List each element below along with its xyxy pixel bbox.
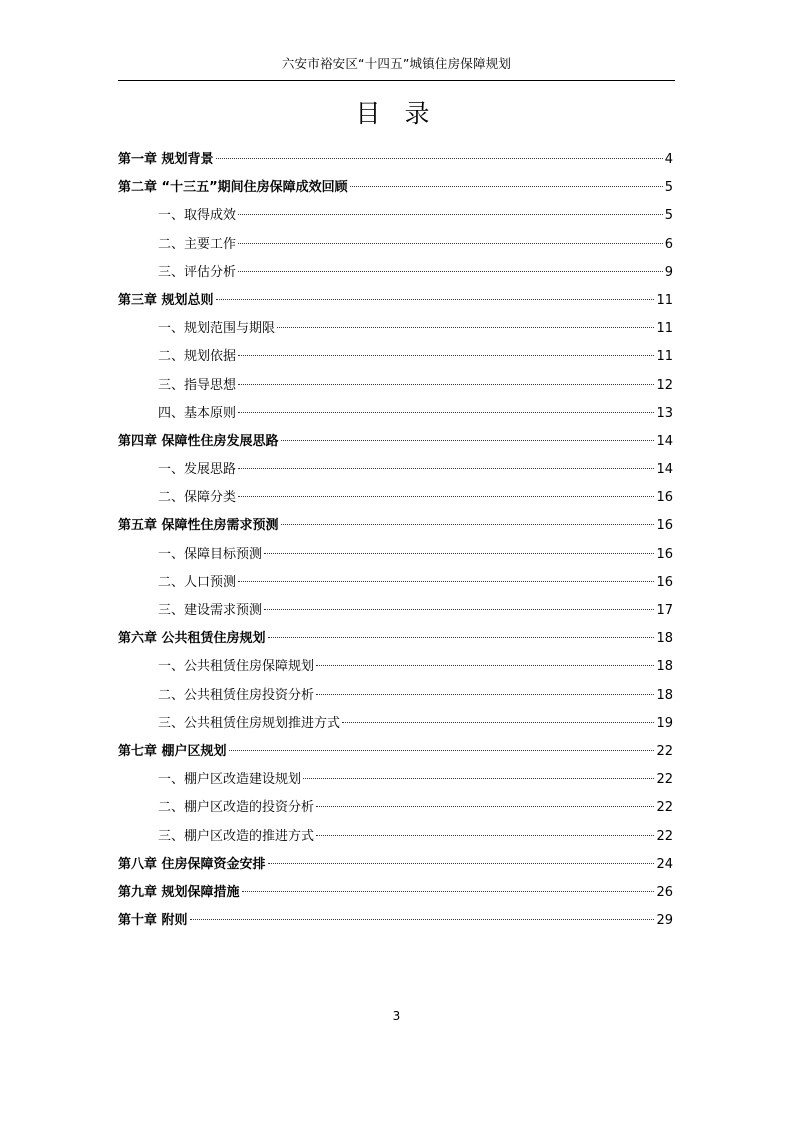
toc-section-entry[interactable] xyxy=(118,259,673,287)
toc-dot-leader xyxy=(264,553,654,554)
page-number: 3 xyxy=(392,1009,401,1023)
toc-section-entry[interactable] xyxy=(118,682,673,710)
toc-dot-leader xyxy=(303,778,654,779)
toc-entry-text: 三、指导思想 xyxy=(158,377,237,393)
toc-entry-text: 第六章 公共租赁住房规划 xyxy=(118,631,266,647)
toc-section-entry[interactable] xyxy=(118,372,673,400)
toc-page-number: 14 xyxy=(656,462,673,478)
header-rule xyxy=(118,80,675,81)
toc-dot-leader xyxy=(277,327,654,328)
toc-dot-leader xyxy=(281,440,655,441)
toc-entry-text: 二、人口预测 xyxy=(158,574,237,590)
toc-entry-text: 二、主要工作 xyxy=(158,236,237,252)
toc-dot-leader xyxy=(264,609,654,610)
toc-dot-leader xyxy=(316,806,654,807)
toc-dot-leader xyxy=(238,355,654,356)
toc-section-entry[interactable] xyxy=(118,569,673,597)
toc-page-number: 22 xyxy=(656,828,673,844)
toc-dot-leader xyxy=(238,496,654,497)
toc-dot-leader xyxy=(238,384,654,385)
toc-entry-text: 一、规划范围与期限 xyxy=(158,321,276,337)
toc-page-number: 17 xyxy=(656,603,673,618)
toc-page-number: 5 xyxy=(664,208,673,224)
toc-section-entry[interactable] xyxy=(118,484,673,512)
toc-dot-leader xyxy=(238,468,654,469)
toc-section-entry[interactable] xyxy=(118,653,673,681)
toc-dot-leader xyxy=(242,891,655,892)
toc-entry-text: 三、评估分析 xyxy=(158,264,237,280)
toc-chapter-entry[interactable] xyxy=(118,879,673,907)
toc-entry-text: 第四章 保障性住房发展思路 xyxy=(118,433,279,449)
toc-entry-text: 第三章 规划总则 xyxy=(118,292,214,308)
toc-entry-text: 第九章 规划保障措施 xyxy=(118,884,240,900)
toc-dot-leader xyxy=(342,722,654,723)
toc-entry-text: 第二章 “十三五”期间住房保障成效回顾 xyxy=(118,180,348,196)
toc-chapter-entry[interactable] xyxy=(118,428,673,456)
toc-dot-leader xyxy=(238,214,663,215)
toc-chapter-entry[interactable] xyxy=(118,512,673,540)
toc-dot-leader xyxy=(238,243,663,244)
toc-entry-text: 一、保障目标预测 xyxy=(158,546,263,562)
toc-dot-leader xyxy=(316,835,654,836)
toc-dot-leader xyxy=(316,694,654,695)
toc-page-number: 22 xyxy=(656,743,673,759)
toc-page-number: 18 xyxy=(656,631,673,647)
toc-page-number: 12 xyxy=(656,377,673,393)
toc-section-entry[interactable] xyxy=(118,343,673,371)
toc-page-number: 19 xyxy=(656,715,673,731)
toc-page-number: 16 xyxy=(656,546,673,562)
toc-entry-text: 第五章 保障性住房需求预测 xyxy=(118,518,279,534)
toc-page-number: 9 xyxy=(664,264,673,280)
toc-section-entry[interactable] xyxy=(118,541,673,569)
toc-entry-text: 第八章 住房保障资金安排 xyxy=(118,856,266,872)
toc-dot-leader xyxy=(350,186,663,187)
toc-page-number: 16 xyxy=(656,490,673,506)
toc-page-number: 11 xyxy=(656,321,673,337)
toc-page-number: 24 xyxy=(656,856,673,872)
toc-dot-leader xyxy=(216,299,655,300)
toc-dot-leader xyxy=(238,412,654,413)
toc-section-entry[interactable] xyxy=(118,400,673,428)
toc-entry-text: 三、棚户区改造的推进方式 xyxy=(158,828,315,844)
toc-entry-text: 二、规划依据 xyxy=(158,349,237,365)
toc-page-number: 11 xyxy=(656,349,673,365)
toc-page-number: 18 xyxy=(656,659,673,675)
toc-dot-leader xyxy=(268,637,655,638)
toc-section-entry[interactable] xyxy=(118,823,673,851)
toc-entry-text: 一、棚户区改造建设规划 xyxy=(158,772,302,788)
toc-chapter-entry[interactable] xyxy=(118,287,673,315)
toc-entry-text: 一、取得成效 xyxy=(158,208,237,224)
toc-page-number: 16 xyxy=(656,518,673,534)
toc-page-number: 22 xyxy=(656,800,673,816)
toc-chapter-entry[interactable] xyxy=(118,907,673,935)
toc-page-number: 29 xyxy=(656,913,673,929)
toc-section-entry[interactable] xyxy=(118,710,673,738)
toc-section-entry[interactable] xyxy=(118,766,673,794)
toc-dot-leader xyxy=(216,158,663,159)
toc-dot-leader xyxy=(281,524,655,525)
toc-dot-leader xyxy=(190,919,655,920)
running-header: 六安市裕安区“十四五”城镇住房保障规划 xyxy=(281,56,512,71)
toc-dot-leader xyxy=(229,750,655,751)
toc-page-number: 11 xyxy=(656,292,673,308)
toc-entry-text: 一、公共租赁住房保障规划 xyxy=(158,659,315,675)
toc-dot-leader xyxy=(316,665,654,666)
toc-section-entry[interactable] xyxy=(118,794,673,822)
toc-section-entry[interactable] xyxy=(118,597,673,625)
toc-entry-text: 四、基本原则 xyxy=(158,405,237,421)
toc-page-number: 16 xyxy=(656,574,673,590)
toc-entry-text: 一、发展思路 xyxy=(158,462,237,478)
toc-dot-leader xyxy=(238,271,663,272)
toc-section-entry[interactable] xyxy=(118,231,673,259)
toc-chapter-entry[interactable] xyxy=(118,174,673,202)
toc-entry-text: 第十章 附则 xyxy=(118,913,188,929)
toc-page-number: 26 xyxy=(656,884,673,900)
toc-page-number: 13 xyxy=(656,405,673,421)
toc-chapter-entry[interactable] xyxy=(118,738,673,766)
toc-entry-text: 第七章 棚户区规划 xyxy=(118,743,227,759)
toc-section-entry[interactable] xyxy=(118,202,673,230)
toc-dot-leader xyxy=(268,863,655,864)
toc-entry-text: 第一章 规划背景 xyxy=(118,152,214,167)
toc-page-number: 4 xyxy=(664,152,673,167)
toc-entry-text: 三、建设需求预测 xyxy=(158,603,263,618)
toc-page-number: 6 xyxy=(664,236,673,252)
toc-section-entry[interactable] xyxy=(118,456,673,484)
toc-chapter-entry[interactable] xyxy=(118,851,673,879)
toc-entry-text: 三、公共租赁住房规划推进方式 xyxy=(158,715,341,731)
toc-entry-text: 二、棚户区改造的投资分析 xyxy=(158,800,315,816)
toc-entry-text: 二、公共租赁住房投资分析 xyxy=(158,687,315,703)
toc-section-entry[interactable] xyxy=(118,315,673,343)
toc-dot-leader xyxy=(238,581,654,582)
toc-page-number: 18 xyxy=(656,687,673,703)
toc-page-number: 5 xyxy=(664,180,673,196)
toc-chapter-entry[interactable] xyxy=(118,146,673,174)
toc-page-number: 14 xyxy=(656,433,673,449)
toc-chapter-entry[interactable] xyxy=(118,625,673,653)
page-title: 目 录 xyxy=(355,99,438,128)
toc-page-number: 22 xyxy=(656,772,673,788)
toc-entry-text: 二、保障分类 xyxy=(158,490,237,506)
table-of-contents xyxy=(118,146,673,935)
